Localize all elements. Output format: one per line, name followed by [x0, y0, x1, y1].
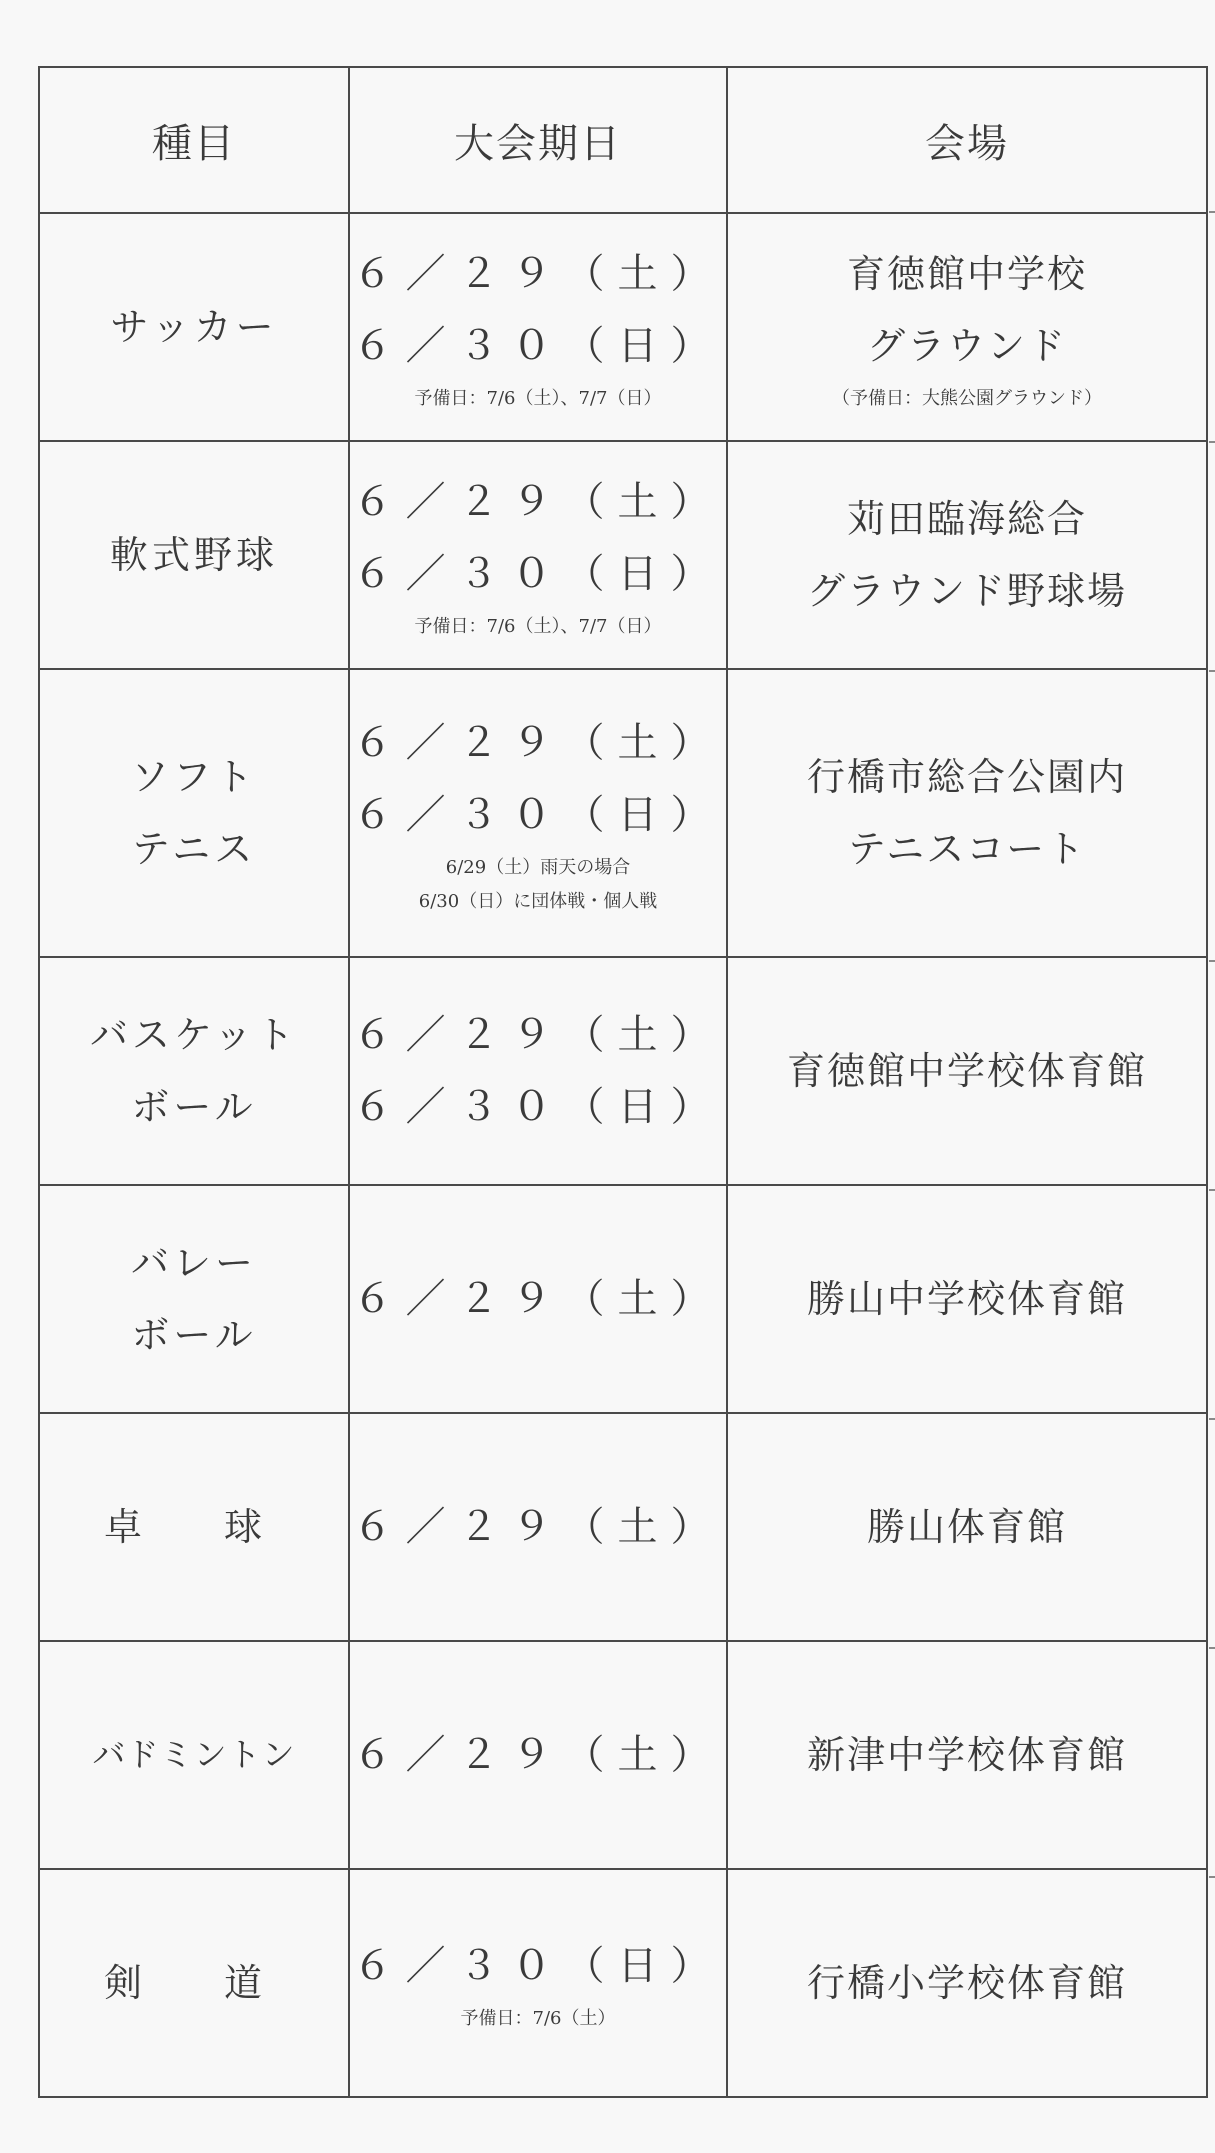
- venue-name: 育徳館中学校体育館: [786, 1049, 1147, 1093]
- event-cell: [39, 213, 349, 441]
- date-line: ６／２９（土）: [352, 1732, 724, 1778]
- edge-mark: [1209, 211, 1215, 213]
- venue-name: テニスコート: [847, 827, 1087, 871]
- venue-cell: [727, 1641, 1207, 1869]
- venue-cell: [727, 669, 1207, 957]
- venue-name: 新津中学校体育館: [806, 1733, 1127, 1777]
- date-cell: [349, 957, 727, 1185]
- date-line: ６／２９（土）: [352, 1276, 724, 1322]
- date-line: ６／２９（土）: [352, 479, 724, 525]
- venue-cell: [727, 441, 1207, 669]
- edge-mark: [1209, 1189, 1215, 1191]
- venue-name: 勝山体育館: [866, 1505, 1067, 1549]
- table-row: [39, 957, 1207, 1185]
- tournament-schedule-table: [38, 66, 1208, 2098]
- event-cell: [39, 441, 349, 669]
- date-note: 予備日：7/6（土）、7/7（日）: [414, 388, 662, 409]
- event-cell: [39, 1641, 349, 1869]
- event-cell: [39, 1869, 349, 2097]
- table-row: [39, 1185, 1207, 1413]
- date-cell: [349, 669, 727, 957]
- date-cell: [349, 213, 727, 441]
- date-note: 6/30（日）に団体戦・個人戦: [418, 891, 658, 912]
- event-name: 軟式野球: [109, 533, 278, 577]
- edge-mark: [1209, 1418, 1215, 1420]
- event-name: バレー: [130, 1241, 257, 1285]
- event-name: バドミントン: [92, 1735, 296, 1774]
- edge-mark: [1209, 670, 1215, 672]
- event-name: テニス: [131, 827, 257, 871]
- date-line: ６／２９（土）: [352, 251, 724, 297]
- date-line: ６／３０（日）: [352, 323, 724, 369]
- date-line: ６／２９（土）: [352, 720, 724, 766]
- event-name: 卓 球: [103, 1505, 284, 1549]
- venue-name: 行橋市総合公園内: [806, 755, 1127, 799]
- date-line: ６／３０（日）: [352, 792, 724, 838]
- table-row: [39, 1413, 1207, 1641]
- table-row: [39, 1869, 1207, 2097]
- date-cell: [349, 1413, 727, 1641]
- date-cell: [349, 1185, 727, 1413]
- date-cell: [349, 1869, 727, 2097]
- venue-name: 行橋小学校体育館: [806, 1961, 1127, 2005]
- venue-name: グラウンド野球場: [806, 569, 1127, 613]
- venue-name: グラウンド: [866, 324, 1067, 368]
- venue-cell: [727, 957, 1207, 1185]
- date-cell: [349, 441, 727, 669]
- event-name: ボール: [131, 1313, 257, 1357]
- edge-mark: [1209, 960, 1215, 962]
- edge-mark: [1209, 1876, 1215, 1878]
- event-name: ソフト: [130, 755, 257, 799]
- date-note: 予備日：7/6（土）、7/7（日）: [414, 616, 662, 637]
- date-note: 予備日：7/6（土）: [460, 2008, 616, 2029]
- venue-note: （予備日：大熊公園グラウンド）: [832, 388, 1102, 409]
- venue-cell: [727, 213, 1207, 441]
- date-note: 6/29（土）雨天の場合: [445, 857, 631, 878]
- event-name: ボール: [131, 1085, 257, 1129]
- edge-mark: [1209, 441, 1215, 443]
- venue-name: 勝山中学校体育館: [806, 1277, 1127, 1321]
- venue-cell: [727, 1185, 1207, 1413]
- venue-name: 育徳館中学校: [846, 252, 1087, 296]
- table-row: [39, 1641, 1207, 1869]
- event-cell: [39, 669, 349, 957]
- table-header-row: [39, 67, 1207, 213]
- table-row: [39, 669, 1207, 957]
- date-line: ６／３０（日）: [352, 551, 724, 597]
- header-venue: 会場: [727, 67, 1207, 213]
- date-line: ６／２９（土）: [352, 1504, 724, 1550]
- event-name: 剣 道: [103, 1961, 284, 2005]
- date-line: ６／３０（日）: [352, 1084, 724, 1130]
- table-row: [39, 441, 1207, 669]
- event-cell: [39, 1413, 349, 1641]
- header-date: 大会期日: [349, 67, 727, 213]
- edge-mark: [1209, 1647, 1215, 1649]
- venue-cell: [727, 1413, 1207, 1641]
- date-line: ６／２９（土）: [352, 1012, 724, 1058]
- event-name: サッカー: [110, 305, 278, 349]
- header-event: 種目: [39, 67, 349, 213]
- date-cell: [349, 1641, 727, 1869]
- event-cell: [39, 957, 349, 1185]
- event-cell: [39, 1185, 349, 1413]
- table-row: [39, 213, 1207, 441]
- date-line: ６／３０（日）: [352, 1943, 724, 1989]
- venue-name: 苅田臨海総合: [846, 497, 1087, 541]
- venue-cell: [727, 1869, 1207, 2097]
- event-name: バスケット: [89, 1013, 299, 1057]
